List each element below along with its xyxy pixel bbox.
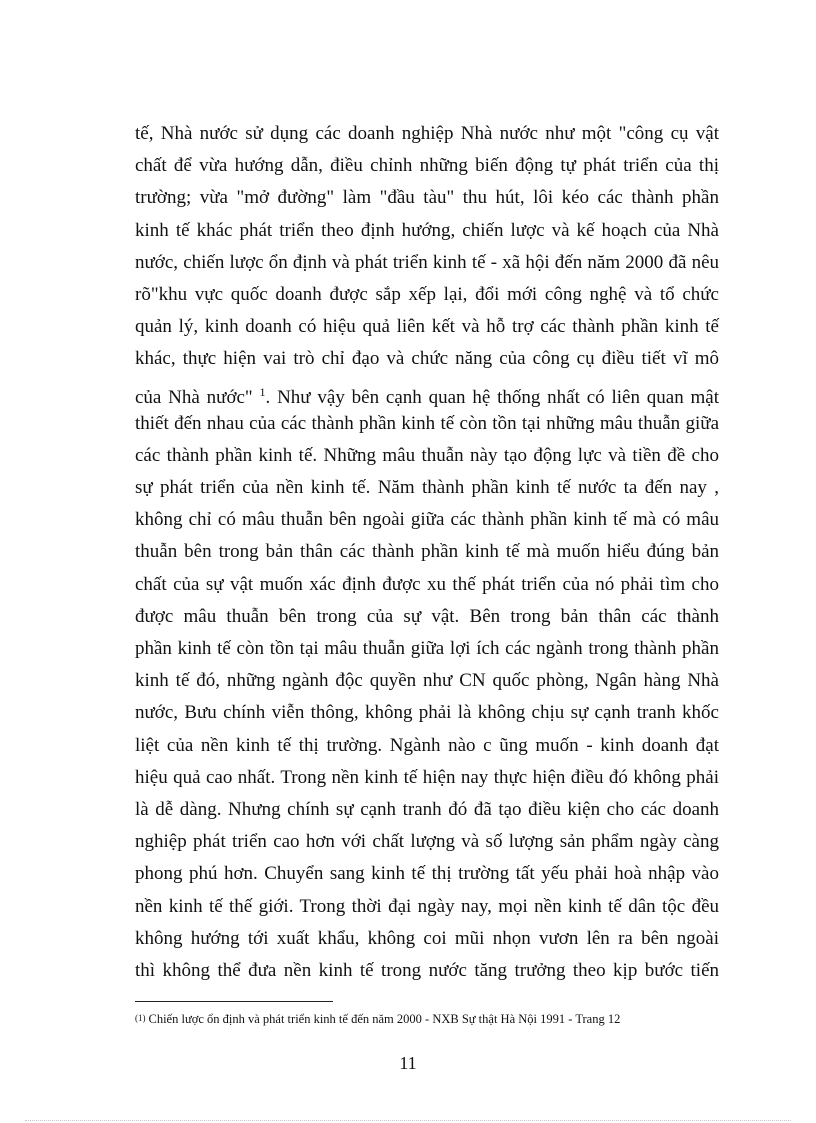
body-line: thuẫn bên trong bản thân các thành phần kinh tế mà muốn hiểu đúng bản [135, 541, 719, 563]
page-number: 11 [399, 1053, 417, 1073]
body-line: tế, Nhà nước sử dụng các doanh nghiệp Nhà nước như một "công cụ vật [135, 123, 719, 144]
body-line: không hướng tới xuất khẩu, không coi mũi nhọn vươn lên ra bên ngoài [135, 927, 719, 949]
footnote-text: Chiến lược ổn định và phát triển kinh tế đến năm 2000 - NXB Sự thật Hà Nội 1991 - Trang 12 [148, 1012, 621, 1026]
body-line-tail: . Như vậy bên cạnh quan hệ thống nhất có liên quan mật [265, 386, 719, 408]
body-line: liệt của nền kinh tế thị trường. Ngành nào c ũng muốn - kinh doanh đạt [135, 734, 719, 756]
body-line: khác, thực hiện vai trò chỉ đạo và chức năng của công cụ điều tiết vĩ mô [135, 348, 719, 370]
body-line: chất của sự vật muốn xác định được xu thế phát triển của nó phải tìm cho [135, 573, 719, 595]
body-line: kinh tế đó, những ngành độc quyền như CN quốc phòng, Ngân hàng Nhà [135, 670, 719, 692]
body-line: nước, Bưu chính viễn thông, không phải là không chịu sự cạnh tranh khốc [135, 702, 719, 724]
body-line: phong phú hơn. Chuyển sang kinh tế thị trường tất yếu phải hoà nhập vào [135, 863, 719, 885]
body-line: quản lý, kinh doanh có hiệu quả liên kết và hỗ trợ các thành phần kinh tế [135, 316, 719, 338]
body-line: nghiệp phát triển cao hơn với chất lượng và số lượng sản phẩm ngày càng [135, 831, 719, 853]
body-line: thì không thể đưa nền kinh tế trong nước tăng trưởng theo kịp bước tiến [135, 959, 719, 981]
footnote-reference[interactable]: 1 [259, 384, 266, 399]
footnote [135, 1010, 735, 1027]
body-line: trường; vừa "mở đường" làm "đầu tàu" thu hút, lôi kéo các thành phần [135, 187, 719, 209]
body-line: phần kinh tế còn tồn tại mâu thuẫn giữa lợi ích các ngành trong thành phần [135, 638, 719, 659]
body-line: không chỉ có mâu thuẫn bên ngoài giữa các thành phần kinh tế mà có mâu [135, 509, 719, 531]
body-line: thiết đến nhau của các thành phần kinh tế còn tồn tại những mâu thuẫn giữa [135, 412, 719, 434]
body-line: là dễ dàng. Nhưng chính sự cạnh tranh đó đã tạo điều kiện cho các doanh [135, 798, 719, 820]
body-line-with-footnote [135, 376, 719, 408]
page-bottom-border [25, 1120, 791, 1121]
footnote-separator [135, 1001, 333, 1002]
body-line: được mâu thuẫn bên trong của sự vật. Bên trong bản thân các thành [135, 605, 719, 627]
body-line: rõ"khu vực quốc doanh được sắp xếp lại, đổi mới công nghệ và tổ chức [135, 283, 719, 305]
body-line: chất để vừa hướng dẫn, điều chỉnh những biến động tự phát triển của thị [135, 155, 719, 177]
body-line: nước, chiến lược ổn định và phát triển kinh tế - xã hội đến năm 2000 đã nêu [135, 251, 719, 273]
body-line-head: của Nhà nước" [135, 386, 253, 408]
footnote-number: (1) [135, 1013, 146, 1023]
body-line: kinh tế khác phát triển theo định hướng, chiến lược và kế hoạch của Nhà [135, 219, 719, 241]
body-line: sự phát triển của nền kinh tế. Năm thành phần kinh tế nước ta đến nay , [135, 477, 719, 499]
body-line: các thành phần kinh tế. Những mâu thuẫn này tạo động lực và tiền đề cho [135, 444, 719, 466]
body-line: nền kinh tế thế giới. Trong thời đại ngày nay, mọi nền kinh tế dân tộc đều [135, 895, 719, 917]
body-line: hiệu quả cao nhất. Trong nền kinh tế hiện nay thực hiện điều đó không phải [135, 766, 719, 788]
body-text [135, 118, 719, 987]
